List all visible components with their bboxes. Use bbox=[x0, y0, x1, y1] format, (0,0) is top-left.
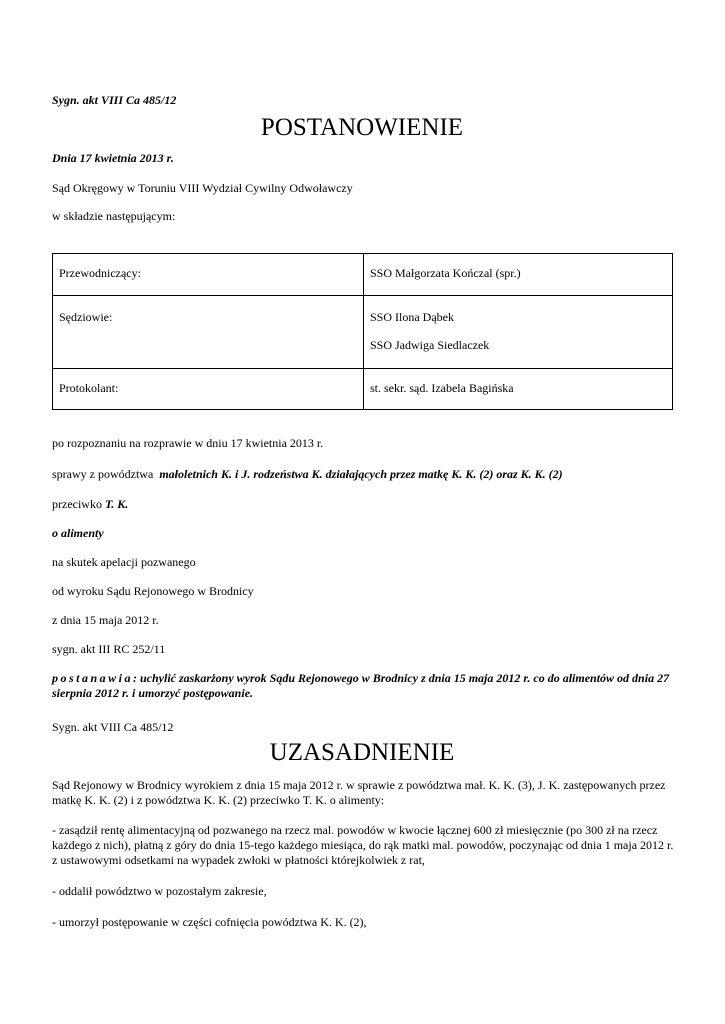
name-presiding: SSO Małgorzata Kończal (spr.) bbox=[364, 254, 673, 296]
table-row bbox=[53, 296, 673, 369]
judge-name: SSO Jadwiga Siedlaczek bbox=[370, 338, 490, 352]
judge-name: SSO Ilona Dąbek bbox=[370, 310, 454, 324]
judgment-date-line: z dnia 15 maja 2012 r. bbox=[52, 613, 159, 627]
plaintiff-names: małoletnich K. i J. rodzeństwa K. działających przez matkę K. K. (2) oraz K. K. (2) bbox=[159, 467, 563, 481]
decision-date: Dnia 17 kwietnia 2013 r. bbox=[52, 151, 174, 165]
decision-keyword: postanawia bbox=[52, 671, 134, 685]
judgment-source-line: od wyroku Sądu Rejonowego w Brodnicy bbox=[52, 584, 254, 598]
justification-signature: Sygn. akt VIII Ca 485/12 bbox=[52, 720, 174, 734]
table-row bbox=[53, 369, 673, 410]
plaintiff-line bbox=[52, 467, 563, 482]
justification-paragraph: - oddalił powództwo w pozostałym zakresie, bbox=[52, 884, 267, 898]
table-row bbox=[53, 254, 673, 296]
appeal-line: na skutek apelacji pozwanego bbox=[52, 555, 196, 569]
name-clerk: st. sekr. sąd. Izabela Bagińska bbox=[364, 369, 673, 410]
justification-paragraph: - zasądził rentę alimentacyjną od pozwanego na rzecz mal. powodów w kwocie łącznej 600 zł miesięcznie (po 300 zł na rzecz każdego z nich), płatną z góry do dnia 15-tego każdego miesiąca, do rąk matki mal. powodów, poczynając od dnia 1 maja 2012 r. z ustawowymi odsetkami na wypadek zwłoki w płatności którejkolwiek z rat, bbox=[52, 823, 674, 867]
justification-paragraph: Sąd Rejonowy w Brodnicy wyrokiem z dnia 15 maja 2012 r. w sprawie z powództwa mał. K. K. (3), J. K. zastępowanych przez matkę K. K. (2) i z powództwa K. K. (2) przeciwko T. K. o alimenty: bbox=[52, 778, 666, 807]
case-subject: o alimenty bbox=[52, 526, 104, 540]
role-presiding: Przewodniczący: bbox=[53, 254, 364, 296]
defendant-prefix: przeciwko bbox=[52, 497, 105, 511]
defendant-name: T. K. bbox=[104, 497, 129, 511]
composition-intro: w składzie następującym: bbox=[52, 209, 176, 223]
decision-content: : uchylić zaskarżony wyrok Sądu Rejonowego w Brodnicy z dnia 15 maja 2012 r. co do alimentów od dnia 27 sierpnia 2012 r. i umorzyć postępowanie. bbox=[52, 671, 670, 700]
composition-table bbox=[52, 253, 673, 410]
hearing-line: po rozpoznaniu na rozprawie w dniu 17 kwietnia 2013 r. bbox=[52, 436, 324, 450]
justification-title: UZASADNIENIE bbox=[269, 739, 455, 766]
court-name: Sąd Okręgowy w Toruniu VIII Wydział Cywilny Odwoławczy bbox=[52, 181, 353, 195]
document-title: POSTANOWIENIE bbox=[260, 114, 464, 141]
decision-text bbox=[52, 671, 674, 701]
role-judges: Sędziowie: bbox=[53, 296, 364, 369]
plaintiff-prefix: sprawy z powództwa bbox=[52, 467, 157, 481]
role-clerk: Protokolant: bbox=[53, 369, 364, 410]
case-signature: Sygn. akt VIII Ca 485/12 bbox=[52, 93, 177, 107]
names-judges bbox=[364, 296, 673, 369]
lower-court-signature: sygn. akt III RC 252/11 bbox=[52, 642, 166, 656]
justification-paragraph: - umorzył postępowanie w części cofnięcia powództwa K. K. (2), bbox=[52, 915, 367, 929]
defendant-line bbox=[52, 497, 128, 512]
